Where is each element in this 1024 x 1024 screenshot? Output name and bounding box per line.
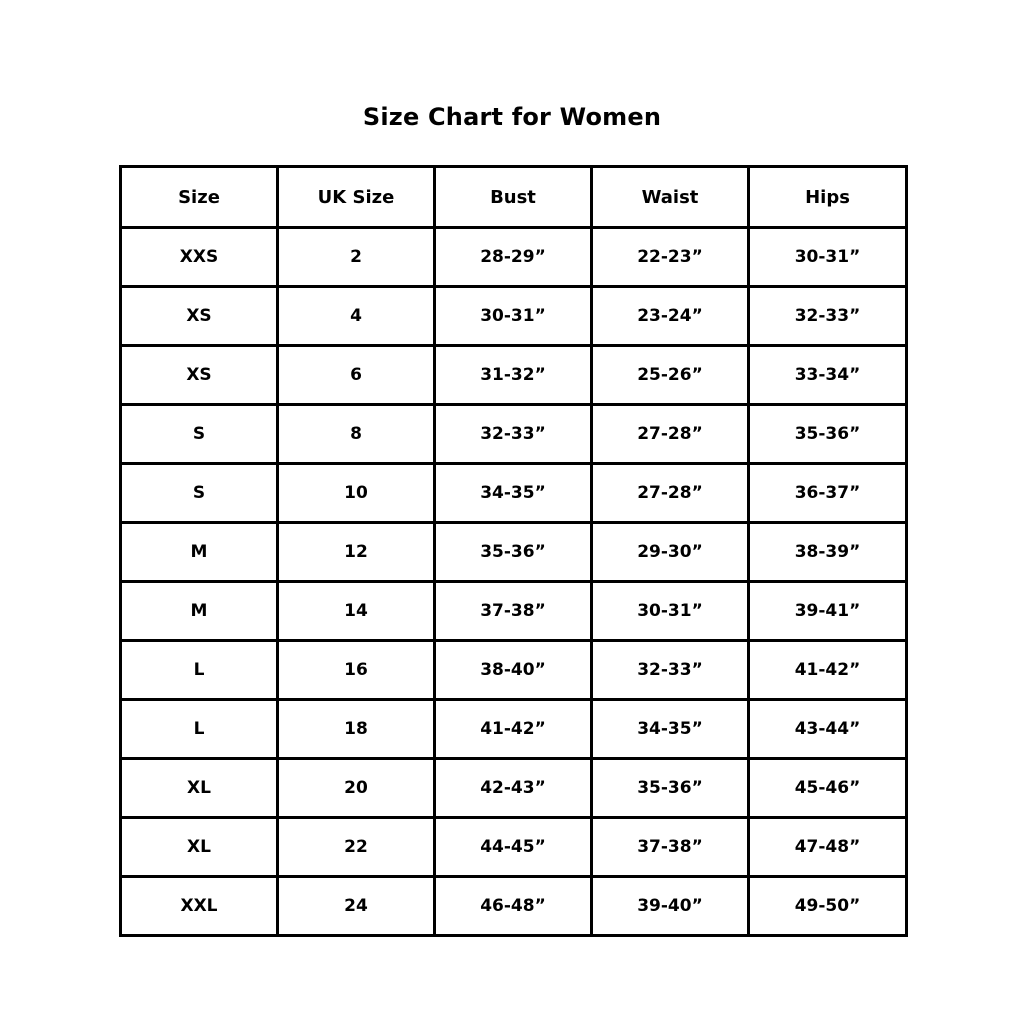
table-row <box>121 700 907 759</box>
column-header-size: Size <box>121 167 278 228</box>
table-row <box>121 641 907 700</box>
cell-bust: 32-33” <box>435 405 592 464</box>
cell-uk-size: 6 <box>278 346 435 405</box>
cell-bust: 30-31” <box>435 287 592 346</box>
column-header-uk-size: UK Size <box>278 167 435 228</box>
cell-bust: 35-36” <box>435 523 592 582</box>
cell-uk-size: 2 <box>278 228 435 287</box>
cell-uk-size: 10 <box>278 464 435 523</box>
cell-hips: 35-36” <box>749 405 907 464</box>
cell-hips: 43-44” <box>749 700 907 759</box>
cell-bust: 38-40” <box>435 641 592 700</box>
cell-waist: 25-26” <box>592 346 749 405</box>
cell-bust: 41-42” <box>435 700 592 759</box>
cell-size: S <box>121 464 278 523</box>
table-row <box>121 287 907 346</box>
cell-uk-size: 18 <box>278 700 435 759</box>
table-header-row <box>121 167 907 228</box>
cell-waist: 27-28” <box>592 464 749 523</box>
cell-waist: 35-36” <box>592 759 749 818</box>
cell-uk-size: 12 <box>278 523 435 582</box>
cell-size: XL <box>121 818 278 877</box>
cell-hips: 47-48” <box>749 818 907 877</box>
cell-bust: 42-43” <box>435 759 592 818</box>
cell-hips: 36-37” <box>749 464 907 523</box>
table-header <box>121 167 907 228</box>
cell-uk-size: 8 <box>278 405 435 464</box>
cell-bust: 44-45” <box>435 818 592 877</box>
cell-waist: 27-28” <box>592 405 749 464</box>
cell-size: L <box>121 641 278 700</box>
table-row <box>121 582 907 641</box>
cell-hips: 39-41” <box>749 582 907 641</box>
cell-hips: 41-42” <box>749 641 907 700</box>
size-table-container <box>119 165 905 937</box>
cell-size: S <box>121 405 278 464</box>
cell-uk-size: 14 <box>278 582 435 641</box>
cell-hips: 49-50” <box>749 877 907 936</box>
cell-size: XS <box>121 346 278 405</box>
cell-hips: 30-31” <box>749 228 907 287</box>
cell-bust: 28-29” <box>435 228 592 287</box>
cell-bust: 37-38” <box>435 582 592 641</box>
cell-hips: 45-46” <box>749 759 907 818</box>
table-row <box>121 759 907 818</box>
cell-size: M <box>121 523 278 582</box>
cell-hips: 33-34” <box>749 346 907 405</box>
cell-size: XS <box>121 287 278 346</box>
column-header-bust: Bust <box>435 167 592 228</box>
table-body <box>121 228 907 936</box>
cell-waist: 32-33” <box>592 641 749 700</box>
cell-size: M <box>121 582 278 641</box>
table-row <box>121 346 907 405</box>
cell-uk-size: 24 <box>278 877 435 936</box>
page-title: Size Chart for Women <box>362 103 662 131</box>
cell-waist: 29-30” <box>592 523 749 582</box>
cell-hips: 38-39” <box>749 523 907 582</box>
column-header-waist: Waist <box>592 167 749 228</box>
cell-waist: 30-31” <box>592 582 749 641</box>
cell-waist: 39-40” <box>592 877 749 936</box>
cell-uk-size: 16 <box>278 641 435 700</box>
cell-bust: 46-48” <box>435 877 592 936</box>
table-row <box>121 818 907 877</box>
cell-size: XXS <box>121 228 278 287</box>
cell-size: XL <box>121 759 278 818</box>
table-row <box>121 523 907 582</box>
cell-waist: 37-38” <box>592 818 749 877</box>
table-row <box>121 877 907 936</box>
cell-bust: 31-32” <box>435 346 592 405</box>
cell-uk-size: 22 <box>278 818 435 877</box>
cell-waist: 23-24” <box>592 287 749 346</box>
cell-bust: 34-35” <box>435 464 592 523</box>
table-row <box>121 405 907 464</box>
cell-waist: 34-35” <box>592 700 749 759</box>
cell-uk-size: 4 <box>278 287 435 346</box>
cell-size: XXL <box>121 877 278 936</box>
table-row <box>121 464 907 523</box>
size-table <box>119 165 908 937</box>
table-row <box>121 228 907 287</box>
cell-uk-size: 20 <box>278 759 435 818</box>
cell-size: L <box>121 700 278 759</box>
cell-waist: 22-23” <box>592 228 749 287</box>
cell-hips: 32-33” <box>749 287 907 346</box>
column-header-hips: Hips <box>749 167 907 228</box>
